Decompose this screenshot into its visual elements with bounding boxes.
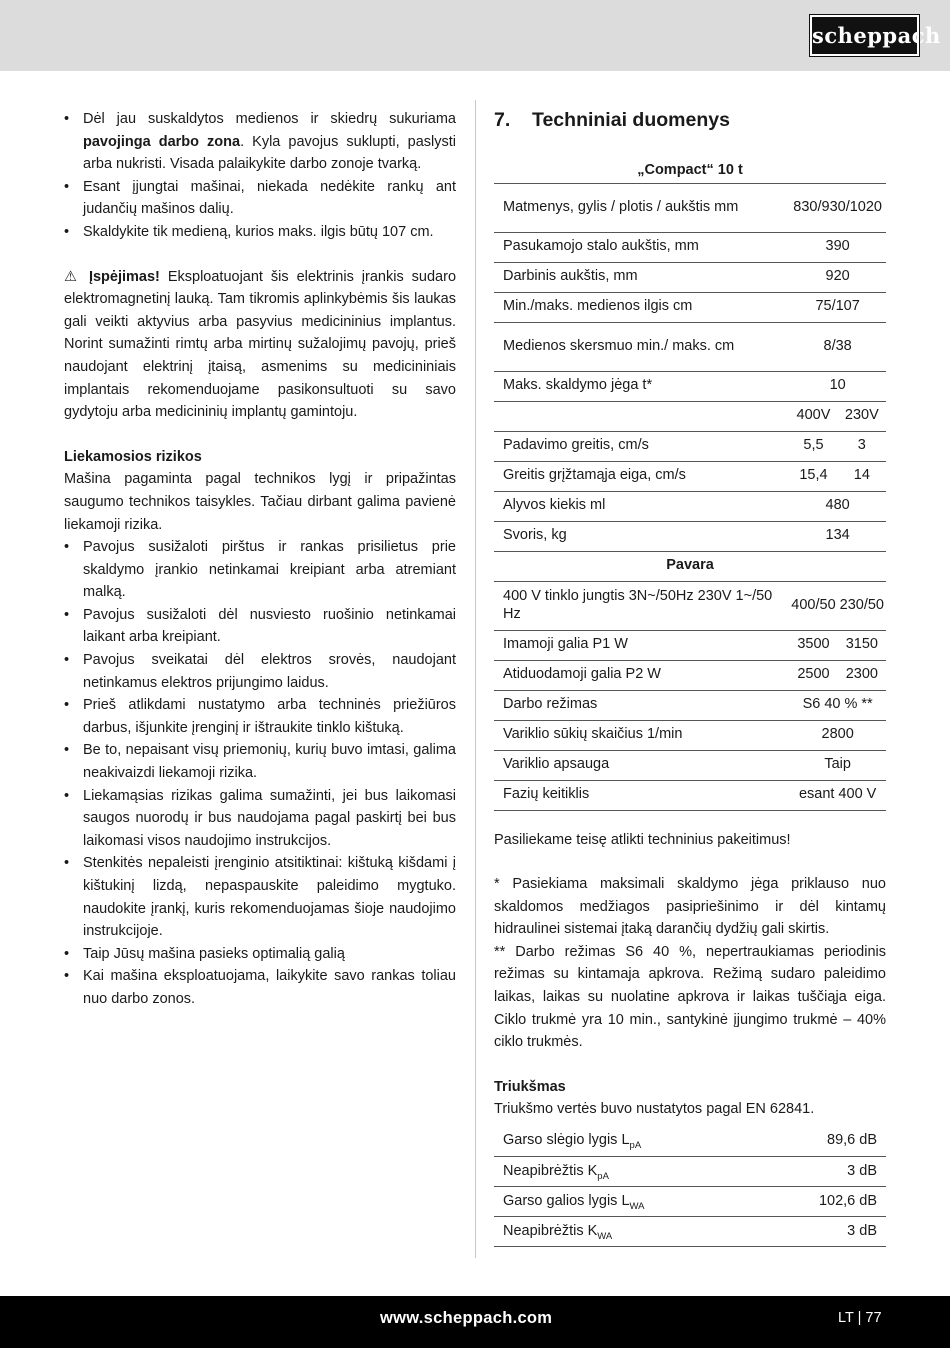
row-label: Pasukamojo stalo aukštis, mm xyxy=(494,232,789,262)
section-number: 7. xyxy=(494,109,511,131)
model-row xyxy=(494,159,886,183)
voltage-header: 230V xyxy=(838,401,886,431)
table-row xyxy=(494,371,886,401)
table-row xyxy=(494,521,886,551)
row-value: esant 400 V xyxy=(789,780,886,810)
noise-label-text: Neapibrėžtis K xyxy=(503,1222,598,1239)
table-row xyxy=(494,183,886,232)
residual-risks-title: Liekamosios rizikos xyxy=(64,448,202,465)
row-value: 134 xyxy=(789,521,886,551)
row-label: Variklio apsauga xyxy=(494,750,789,780)
empty-cell xyxy=(494,401,789,431)
row-value: 75/107 xyxy=(789,292,886,322)
row-value-400v: 2500 xyxy=(789,660,837,690)
noise-row xyxy=(494,1156,886,1186)
residual-risks-intro: Mašina pagaminta pagal technikos lygį ir pripažintas saugumo technikos taisykles. Tačiau dirbant galima pavienė liekamoji rizika. xyxy=(64,471,456,533)
list-item-text: Dėl jau suskaldytos medienos ir skiedrų sukuriama xyxy=(83,111,456,127)
row-label: Medienos skersmuo min./ maks. cm xyxy=(494,322,789,371)
row-value-400v: 3500 xyxy=(789,630,837,660)
list-item xyxy=(64,221,456,244)
row-value-230v: 2300 xyxy=(838,660,886,690)
table-row xyxy=(494,431,886,461)
scheppach-logo: scheppach xyxy=(810,15,919,56)
table-row xyxy=(494,461,886,491)
list-item xyxy=(64,176,456,221)
row-label: Darbinis aukštis, mm xyxy=(494,262,789,292)
noise-label-text: Garso galios lygis L xyxy=(503,1192,630,1209)
list-item-text: Esant įjungtai mašinai, niekada nedėkite rankų ant judančių mašinos dalių. xyxy=(83,178,456,218)
row-value: Taip xyxy=(789,750,886,780)
noise-label xyxy=(494,1216,759,1246)
list-item: • Pavojus susižaloti dėl nusviesto ruošinio netinkamai laikant arba kreipiant. xyxy=(64,604,456,649)
section-title: Techniniai duomenys xyxy=(532,109,730,131)
row-value: 920 xyxy=(789,262,886,292)
row-value-230v: 14 xyxy=(838,461,886,491)
row-label: Alyvos kiekis ml xyxy=(494,491,789,521)
row-value-230v: 3 xyxy=(838,431,886,461)
table-row xyxy=(494,491,886,521)
noise-label-subscript: WA xyxy=(629,1200,645,1212)
row-label: Variklio sūkių skaičius 1/min xyxy=(494,720,789,750)
row-label: Fazių keitiklis xyxy=(494,780,789,810)
row-value-230v: 230/50 xyxy=(838,581,886,630)
noise-row xyxy=(494,1186,886,1216)
voltage-header: 400V xyxy=(789,401,837,431)
table-row xyxy=(494,780,886,810)
noise-value: 89,6 dB xyxy=(759,1126,886,1156)
row-value-230v: 3150 xyxy=(838,630,886,660)
row-value: S6 40 % ** xyxy=(789,690,886,720)
noise-label xyxy=(494,1186,759,1216)
list-item: • Pavojus sveikatai dėl elektros srovės, naudojant netinkamus elektros prijungimo laidus. xyxy=(64,649,456,694)
warning-paragraph xyxy=(64,266,456,424)
page-number: LT | 77 xyxy=(838,1310,882,1326)
list-item: • Liekamąsias rizikas galima sumažinti, jei bus laikomasi saugos nuorodų ir bus naudojama pagal paskirtį bei bus laikomasi visos naudojimo instrukcijos. xyxy=(64,785,456,853)
header-bar xyxy=(0,0,950,71)
list-item: • Taip Jūsų mašina pasieks optimalią galią xyxy=(64,943,456,966)
column-divider xyxy=(475,100,476,1258)
row-value: 830/930/1020 xyxy=(789,183,886,232)
table-row xyxy=(494,720,886,750)
list-item: • Stenkitės nepaleisti įrenginio atsitiktinai: kištuką kišdami į kištukinį lizdą, nepaspauskite paleidimo mygtuko. naudokite įrankį, kuris rekomenduojamas šioje naudojimo instrukcijoje. xyxy=(64,852,456,942)
row-value-400v: 5,5 xyxy=(789,431,837,461)
noise-row xyxy=(494,1216,886,1246)
noise-value: 3 dB xyxy=(759,1156,886,1186)
footer-bar xyxy=(0,1296,950,1348)
row-label: Maks. skaldymo jėga t* xyxy=(494,371,789,401)
table-row xyxy=(494,232,886,262)
noise-label xyxy=(494,1156,759,1186)
table-row xyxy=(494,262,886,292)
list-item-text: Skaldykite tik medieną, kurios maks. ilgis būtų 107 cm. xyxy=(83,223,434,240)
footer-url[interactable]: www.scheppach.com xyxy=(380,1309,553,1327)
table-row xyxy=(494,690,886,720)
noise-value: 3 dB xyxy=(759,1216,886,1246)
row-label: Min./maks. medienos ilgis cm xyxy=(494,292,789,322)
noise-title: Triukšmas xyxy=(494,1078,566,1095)
list-item: • Prieš atlikdami nustatymo arba techninės priežiūros darbus, išjunkite įrenginį ir ištraukite tinklo kištuką. xyxy=(64,694,456,739)
drive-heading: Pavara xyxy=(494,551,886,581)
section-heading xyxy=(494,104,886,136)
noise-row xyxy=(494,1126,886,1156)
row-value: 390 xyxy=(789,232,886,262)
footnote-mode: ** Darbo režimas S6 40 %, nepertraukiamas periodinis režimas su kintamaja apkrova. Režimą sudaro paleidimo laikas, laikas su nuolatine apkrova ir laikas tuščiąja eiga. Ciklo trukmė yra 10 min., santykinė įjungimo trukmė – 40% ciklo trukmės. xyxy=(494,943,886,1051)
row-value-400v: 400/50 xyxy=(789,581,837,630)
row-label: Greitis grįžtamąja eiga, cm/s xyxy=(494,461,789,491)
row-value: 10 xyxy=(789,371,886,401)
row-label: Atiduodamoji galia P2 W xyxy=(494,660,789,690)
noise-label-text: Neapibrėžtis K xyxy=(503,1162,598,1179)
table-row xyxy=(494,750,886,780)
row-label: Imamoji galia P1 W xyxy=(494,630,789,660)
residual-risks-list xyxy=(64,536,456,1010)
list-item: • Kai mašina eksploatuojama, laikykite savo rankas toliau nuo darbo zonos. xyxy=(64,965,456,1010)
noise-label-subscript: WA xyxy=(597,1230,613,1242)
noise-intro: Triukšmo vertės buvo nustatytos pagal EN 62841. xyxy=(494,1101,815,1118)
row-value: 480 xyxy=(789,491,886,521)
list-item: • Be to, nepaisant visų priemonių, kurių buvo imtasi, galima neakivaizdi liekamoji rizika. xyxy=(64,739,456,784)
noise-label-subscript: pA xyxy=(597,1170,609,1182)
row-label: Padavimo greitis, cm/s xyxy=(494,431,789,461)
reserve-note: Pasiliekame teisę atlikti techninius pakeitimus! xyxy=(494,831,791,848)
list-item xyxy=(64,108,456,176)
left-column xyxy=(64,108,456,1011)
row-value: 8/38 xyxy=(789,322,886,371)
table-row xyxy=(494,660,886,690)
model-name: „Compact“ 10 t xyxy=(494,159,886,183)
row-label: Svoris, kg xyxy=(494,521,789,551)
noise-label-text: Garso slėgio lygis L xyxy=(503,1132,630,1149)
row-label: Darbo režimas xyxy=(494,690,789,720)
row-label: Matmenys, gylis / plotis / aukštis mm xyxy=(494,183,789,232)
warning-text: Eksploatuojant šis elektrinis įrankis sudaro elektromagnetinį lauką. Tam tikromis aplinkybėmis šis laukas gali veikti aktyvius arba pasyvius medicininius implantus. Norint sumažinti rimtų arba mirtinų sužalojimų pavojų, prieš naudojant elektrinį įtaisą, asmenims su medicininiais implantais rekomenduojame pasikonsultuoti su savo gydytoju arba medicininių implantų gamintoju. xyxy=(64,268,457,421)
noise-table xyxy=(494,1126,886,1247)
table-row xyxy=(494,630,886,660)
warning-label: Įspėjimas! xyxy=(88,268,160,285)
voltage-header-row xyxy=(494,401,886,431)
row-label: 400 V tinklo jungtis 3N~/50Hz 230V 1~/50 Hz xyxy=(494,581,789,630)
table-row xyxy=(494,581,886,630)
list-item-text: . Kyla pavojus suklupti, paslysti arba nukristi. Visada palaikykite darbo zonoje tvarką. xyxy=(83,133,457,173)
list-item: • Pavojus susižaloti pirštus ir rankas prisilietus prie skaldymo įrankio netinkamai kreipiant arba atremiant malką. xyxy=(64,536,456,604)
drive-heading-row xyxy=(494,551,886,581)
footnote-force: * Pasiekiama maksimali skaldymo jėga priklauso nuo skaldomos medžiagos pasipriešinimo ir dėl kintamų hidraulinei sistemai įtaką darančių dydžių gali skirtis. xyxy=(494,876,886,938)
noise-label-subscript: pA xyxy=(629,1140,642,1152)
technical-data-table xyxy=(494,159,886,811)
row-value: 2800 xyxy=(789,720,886,750)
list-item-emphasis: pavojinga darbo zona xyxy=(83,133,241,150)
right-column xyxy=(494,104,886,1247)
table-row xyxy=(494,322,886,371)
row-value-400v: 15,4 xyxy=(789,461,837,491)
safety-bullet-list xyxy=(64,108,456,244)
table-row xyxy=(494,292,886,322)
noise-value: 102,6 dB xyxy=(759,1186,886,1216)
warning-icon: ⚠ xyxy=(64,268,81,285)
noise-label xyxy=(494,1126,759,1156)
